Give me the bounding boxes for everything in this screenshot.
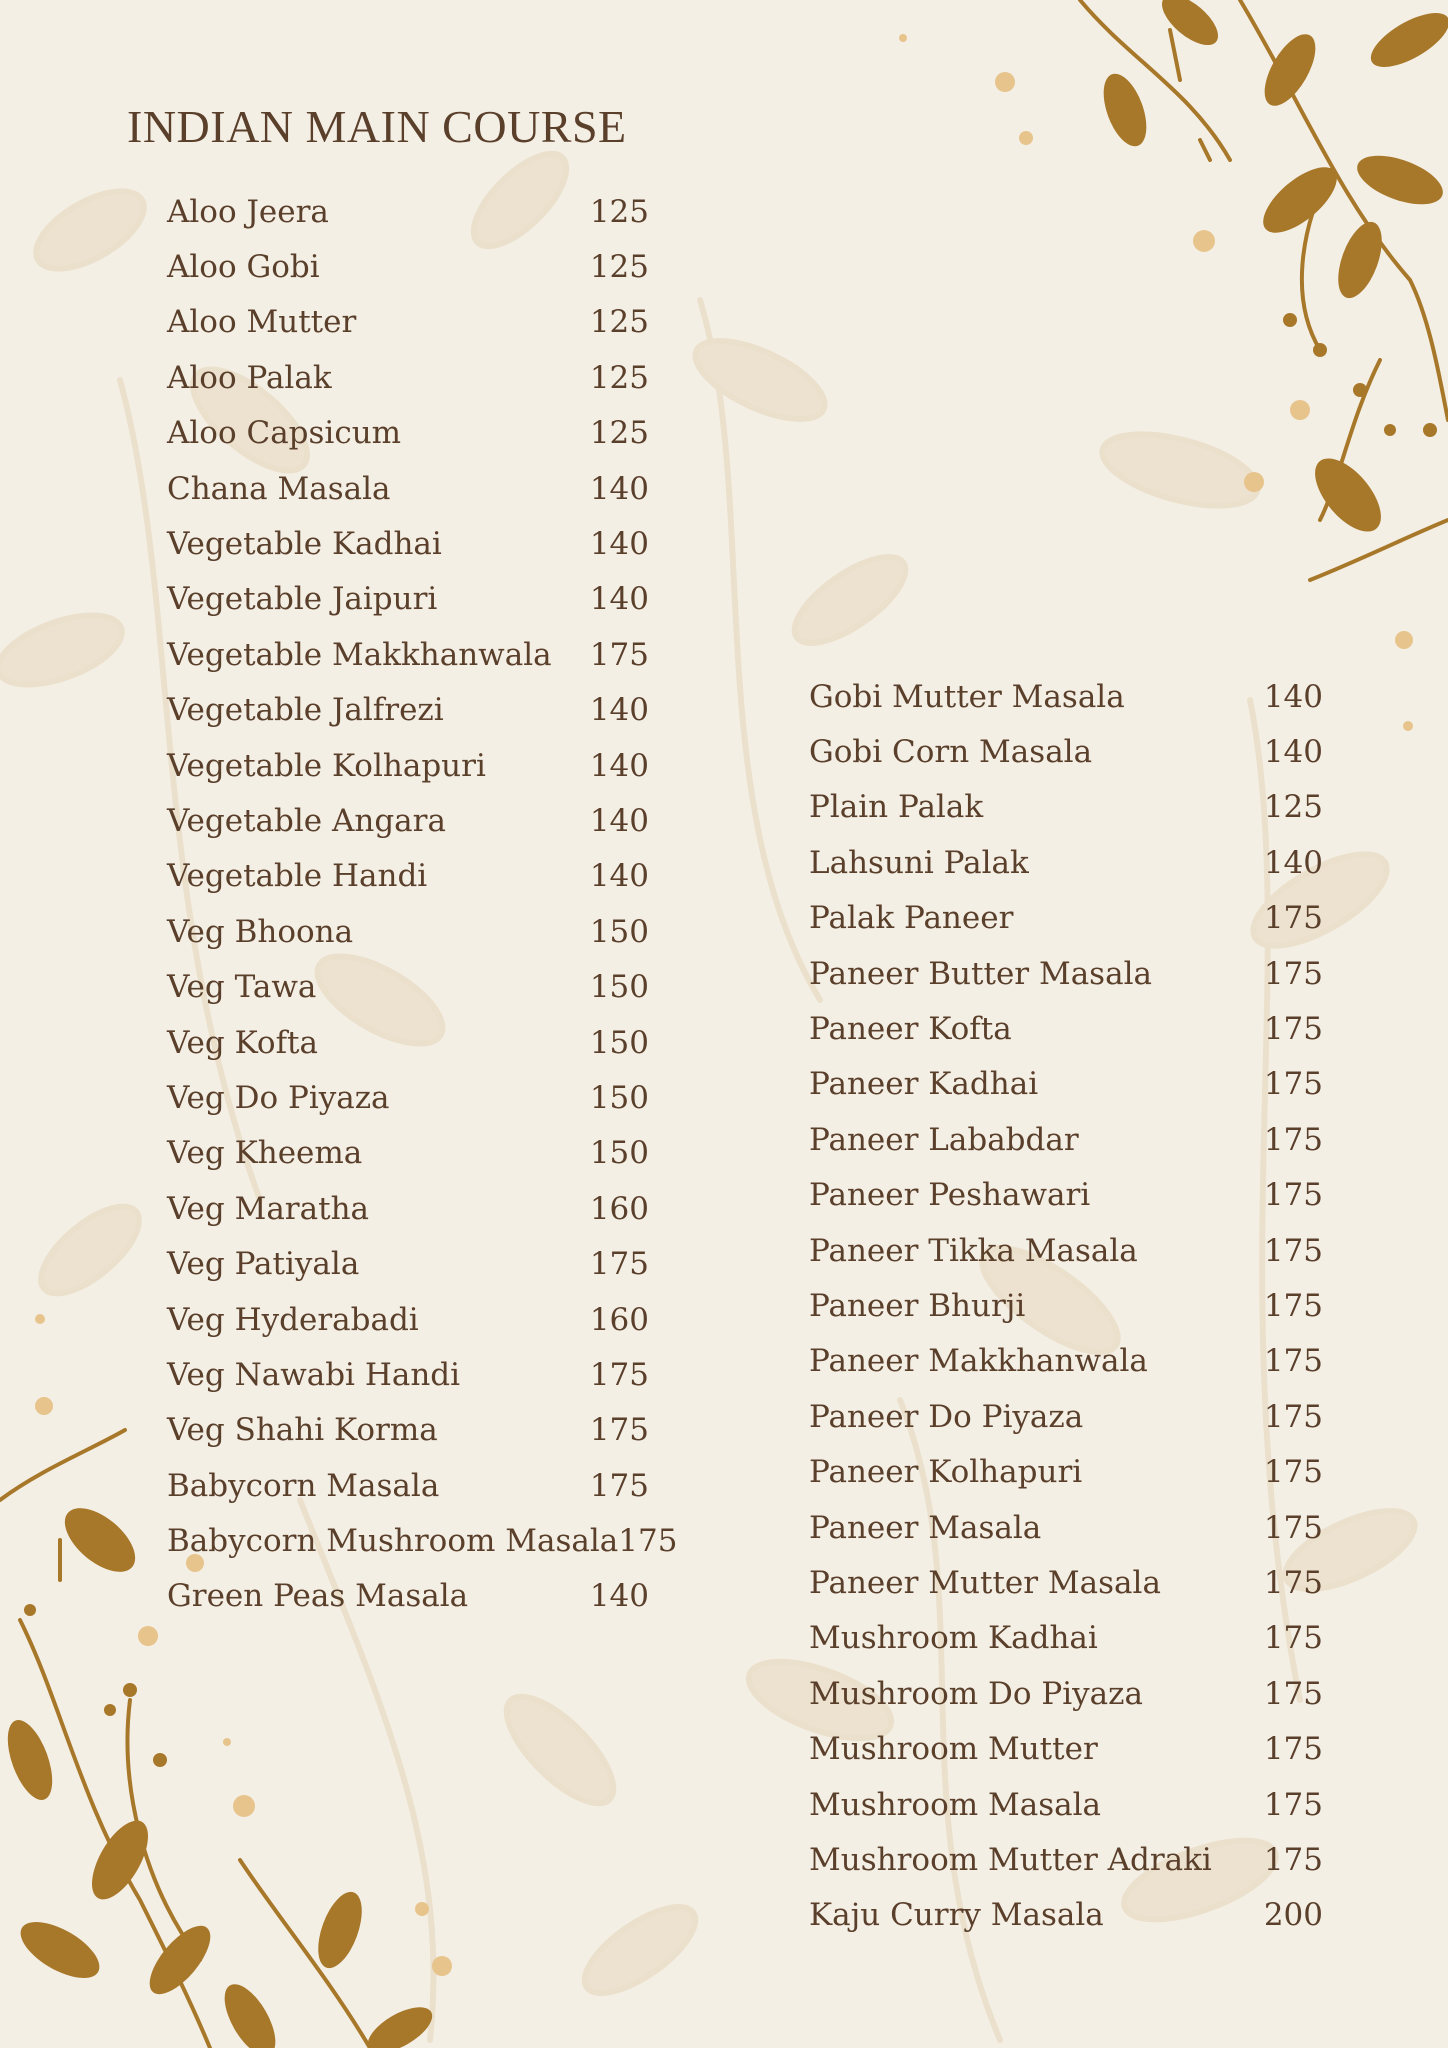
dish-price: 150: [589, 1135, 649, 1172]
menu-item: [167, 849, 649, 904]
menu-item: [809, 835, 1323, 890]
dish-price: 175: [1263, 1398, 1323, 1435]
dish-name: Mushroom Mutter: [809, 1731, 1098, 1768]
menu-item: [167, 1347, 649, 1402]
dish-price: 125: [589, 359, 649, 396]
menu-item: [809, 1001, 1323, 1056]
dish-name: Mushroom Do Piyaza: [809, 1675, 1143, 1712]
menu-item: [167, 406, 649, 461]
dish-price: 175: [1263, 900, 1323, 937]
left-menu-column: [167, 184, 678, 1624]
menu-item: [809, 1832, 1323, 1887]
dish-price: 175: [1263, 1731, 1323, 1768]
dish-price: 125: [589, 304, 649, 341]
dish-price: 140: [589, 526, 649, 563]
dish-price: 125: [589, 193, 649, 230]
dish-price: 175: [1263, 955, 1323, 992]
dish-name: Vegetable Angara: [167, 802, 446, 839]
menu-item: [167, 572, 649, 627]
dish-price: 175: [1263, 1121, 1323, 1158]
dish-name: Aloo Palak: [167, 359, 332, 396]
menu-item: [167, 1126, 649, 1181]
dish-price: 140: [589, 747, 649, 784]
dish-price: 150: [589, 1079, 649, 1116]
menu-item: [809, 1444, 1323, 1499]
dish-name: Paneer Masala: [809, 1509, 1042, 1546]
dish-price: 175: [1263, 1620, 1323, 1657]
dish-name: Paneer Lababdar: [809, 1121, 1079, 1158]
menu-item: [167, 1513, 678, 1568]
menu-item: [167, 1458, 649, 1513]
dish-price: 175: [1263, 1564, 1323, 1601]
dish-name: Aloo Capsicum: [167, 415, 402, 452]
dish-name: Paneer Makkhanwala: [809, 1343, 1148, 1380]
menu-item: [809, 669, 1323, 724]
dish-name: Kaju Curry Masala: [809, 1897, 1104, 1934]
dish-name: Veg Tawa: [167, 969, 317, 1006]
dish-name: Mushroom Mutter Adraki: [809, 1841, 1212, 1878]
menu-item: [167, 1181, 649, 1236]
dish-name: Mushroom Kadhai: [809, 1620, 1098, 1657]
menu-item: [167, 184, 649, 239]
dish-name: Vegetable Jaipuri: [167, 581, 438, 618]
dish-price: 175: [1263, 1786, 1323, 1823]
dish-price: 150: [589, 1024, 649, 1061]
menu-item: [167, 793, 649, 848]
dish-price: 125: [589, 415, 649, 452]
dish-name: Veg Shahi Korma: [167, 1412, 438, 1449]
dish-price: 175: [1263, 1011, 1323, 1048]
dish-name: Vegetable Kolhapuri: [167, 747, 486, 784]
dish-price: 200: [1263, 1897, 1323, 1934]
dish-name: Paneer Butter Masala: [809, 955, 1152, 992]
dish-name: Babycorn Mushroom Masala: [167, 1523, 619, 1560]
dish-price: 175: [589, 1412, 649, 1449]
menu-item: [167, 350, 649, 405]
menu-item: [167, 295, 649, 350]
dish-name: Paneer Kofta: [809, 1011, 1012, 1048]
menu-item: [167, 738, 649, 793]
dish-name: Paneer Kolhapuri: [809, 1454, 1083, 1491]
dish-name: Veg Hyderabadi: [167, 1301, 419, 1338]
dish-price: 175: [1263, 1841, 1323, 1878]
dish-price: 175: [1263, 1509, 1323, 1546]
menu-item: [809, 1223, 1323, 1278]
dish-price: 140: [589, 692, 649, 729]
dish-price: 140: [589, 858, 649, 895]
dish-price: 175: [1263, 1177, 1323, 1214]
dish-price: 175: [589, 636, 649, 673]
dish-name: Paneer Mutter Masala: [809, 1564, 1161, 1601]
page-title: INDIAN MAIN COURSE: [127, 101, 627, 152]
menu-item: [167, 461, 649, 516]
dish-name: Vegetable Makkhanwala: [167, 636, 552, 673]
dish-name: Plain Palak: [809, 789, 984, 826]
dish-price: 125: [1263, 789, 1323, 826]
menu-item: [167, 683, 649, 738]
dish-name: Paneer Tikka Masala: [809, 1232, 1138, 1269]
dish-price: 175: [589, 1356, 649, 1393]
dish-price: 150: [589, 969, 649, 1006]
dish-name: Aloo Jeera: [167, 193, 329, 230]
dish-name: Gobi Mutter Masala: [809, 678, 1125, 715]
menu-item: [809, 780, 1323, 835]
menu-item: [167, 1070, 649, 1125]
dish-name: Vegetable Kadhai: [167, 526, 442, 563]
dish-name: Veg Kofta: [167, 1024, 318, 1061]
menu-item: [167, 959, 649, 1014]
dish-price: 175: [1263, 1454, 1323, 1491]
menu-item: [809, 1168, 1323, 1223]
menu-item: [809, 1334, 1323, 1389]
menu-item: [167, 1403, 649, 1458]
menu-item: [809, 946, 1323, 1001]
dish-name: Veg Patiyala: [167, 1246, 360, 1283]
menu-item: [167, 1569, 649, 1624]
dish-price: 175: [1263, 1066, 1323, 1103]
dish-name: Palak Paneer: [809, 900, 1014, 937]
menu-item: [809, 1555, 1323, 1610]
dish-name: Paneer Peshawari: [809, 1177, 1091, 1214]
dish-price: 140: [1263, 678, 1323, 715]
dish-name: Babycorn Masala: [167, 1467, 440, 1504]
dish-name: Aloo Gobi: [167, 249, 320, 286]
menu-item: [809, 1278, 1323, 1333]
menu-item: [167, 516, 649, 571]
dish-price: 150: [589, 913, 649, 950]
dish-price: 160: [589, 1301, 649, 1338]
dish-price: 175: [1263, 1343, 1323, 1380]
gold-branch-top-right: [1080, 0, 1448, 580]
dish-name: Green Peas Masala: [167, 1578, 469, 1615]
dish-price: 175: [618, 1523, 678, 1560]
dish-name: Paneer Do Piyaza: [809, 1398, 1084, 1435]
menu-item: [167, 1236, 649, 1291]
menu-item: [809, 1777, 1323, 1832]
dish-price: 175: [1263, 1232, 1323, 1269]
dish-name: Vegetable Handi: [167, 858, 428, 895]
menu-item: [809, 1057, 1323, 1112]
dish-price: 175: [589, 1467, 649, 1504]
dish-price: 140: [589, 1578, 649, 1615]
dish-name: Chana Masala: [167, 470, 391, 507]
dish-price: 160: [589, 1190, 649, 1227]
dish-name: Mushroom Masala: [809, 1786, 1101, 1823]
dish-price: 140: [1263, 734, 1323, 771]
dish-name: Paneer Kadhai: [809, 1066, 1039, 1103]
menu-item: [809, 1611, 1323, 1666]
dish-price: 175: [1263, 1675, 1323, 1712]
menu-item: [809, 1888, 1323, 1943]
dish-name: Vegetable Jalfrezi: [167, 692, 444, 729]
dish-price: 140: [589, 470, 649, 507]
menu-item: [167, 239, 649, 294]
menu-item: [809, 724, 1323, 779]
dish-name: Gobi Corn Masala: [809, 734, 1093, 771]
menu-item: [167, 1292, 649, 1347]
menu-item: [809, 1721, 1323, 1776]
right-menu-column: [809, 669, 1323, 1943]
menu-item: [809, 891, 1323, 946]
dish-name: Veg Kheema: [167, 1135, 363, 1172]
dish-price: 175: [589, 1246, 649, 1283]
dish-price: 140: [1263, 844, 1323, 881]
menu-item: [167, 1015, 649, 1070]
menu-item: [809, 1112, 1323, 1167]
menu-item: [809, 1500, 1323, 1555]
dish-price: 125: [589, 249, 649, 286]
dish-name: Veg Do Piyaza: [167, 1079, 390, 1116]
menu-item: [167, 627, 649, 682]
menu-item: [809, 1666, 1323, 1721]
menu-item: [167, 904, 649, 959]
dish-name: Aloo Mutter: [167, 304, 357, 341]
dish-price: 140: [589, 581, 649, 618]
dish-name: Paneer Bhurji: [809, 1287, 1026, 1324]
dish-price: 175: [1263, 1287, 1323, 1324]
dish-price: 140: [589, 802, 649, 839]
dish-name: Veg Maratha: [167, 1190, 370, 1227]
dish-name: Veg Bhoona: [167, 913, 354, 950]
dish-name: Veg Nawabi Handi: [167, 1356, 461, 1393]
menu-item: [809, 1389, 1323, 1444]
dish-name: Lahsuni Palak: [809, 844, 1029, 881]
